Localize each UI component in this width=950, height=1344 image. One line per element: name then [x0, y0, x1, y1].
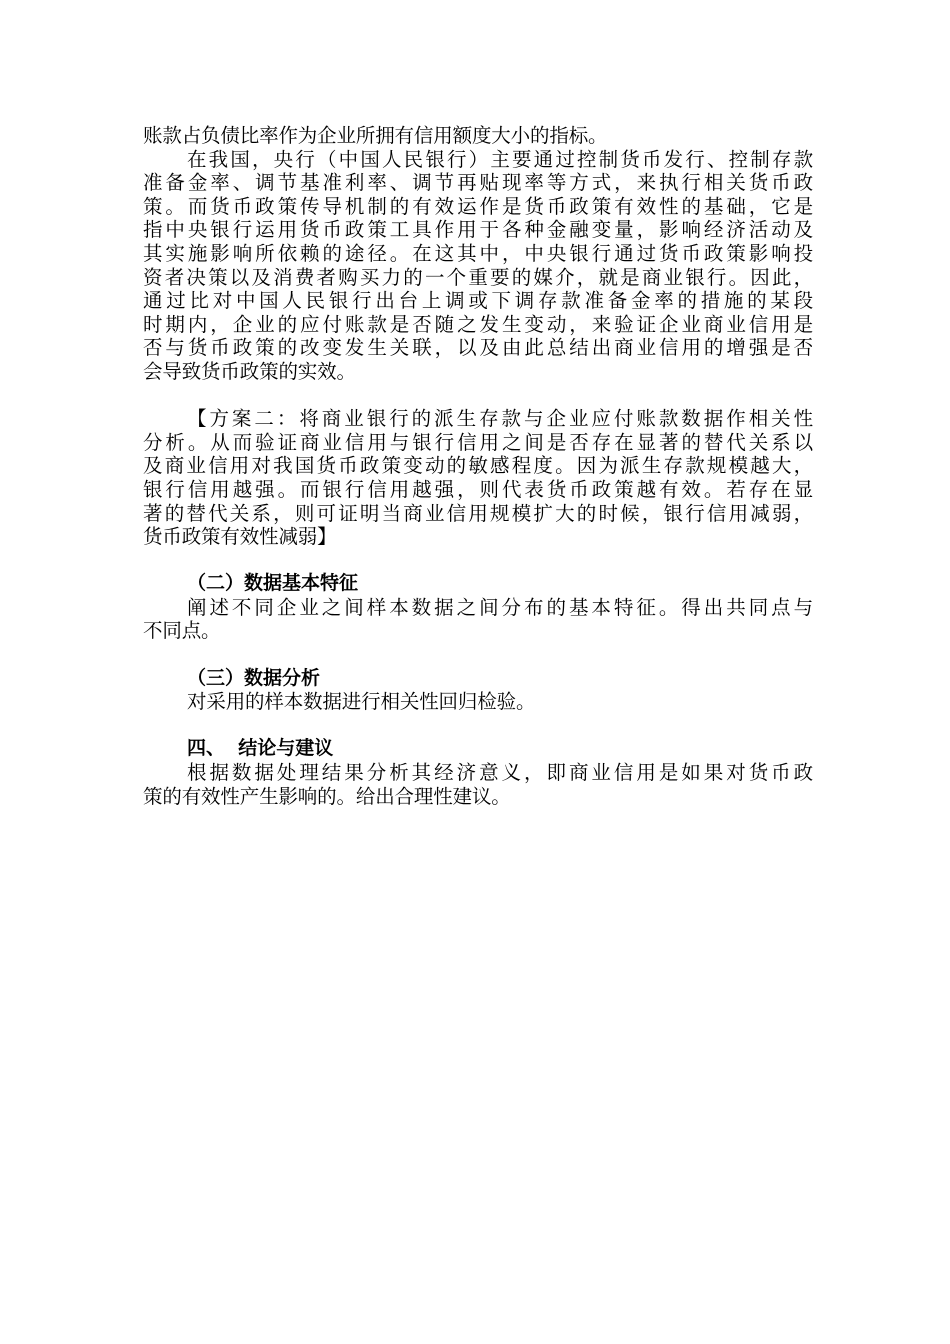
text-line: 策的有效性产生影响的。给出合理性建议。 — [143, 784, 511, 808]
text-line: 否与货币政策的改变发生关联，以及由此总结出商业信用的增强是否 — [143, 336, 813, 360]
text-line: 其实施影响所依赖的途径。在这其中，中央银行通过货币政策影响投 — [143, 241, 813, 265]
section-heading: 四、 结论与建议 — [187, 737, 334, 760]
text-line: 在我国，央行（中国人民银行）主要通过控制货币发行、控制存款 — [187, 147, 813, 171]
paragraph-monetary-policy — [143, 148, 813, 384]
paragraph-gap — [143, 714, 813, 738]
text-line: 资者决策以及消费者购买力的一个重要的媒介，就是商业银行。因此， — [143, 265, 813, 289]
section-heading: （三）数据分析 — [187, 666, 321, 689]
text-line: 阐述不同企业之间样本数据之间分布的基本特征。得出共同点与 — [187, 595, 813, 619]
text-line: 【方案二：将商业银行的派生存款与企业应付账款数据作相关性 — [187, 407, 813, 431]
text-line: 银行信用越强。而银行信用越强，则代表货币政策越有效。若存在显 — [143, 477, 813, 501]
text-line: 根据数据处理结果分析其经济意义，即商业信用是如果对货币政 — [187, 761, 813, 785]
text-line: 著的替代关系，则可证明当商业信用规模扩大的时候，银行信用减弱， — [143, 501, 813, 525]
text-line: 时期内，企业的应付账款是否随之发生变动，来验证企业商业信用是 — [143, 312, 813, 336]
section-data-analysis — [143, 667, 813, 714]
text-line: 分析。从而验证商业信用与银行信用之间是否存在显著的替代关系以 — [143, 430, 813, 454]
text-line: 准备金率、调节基准利率、调节再贴现率等方式，来执行相关货币政 — [143, 171, 813, 195]
text-line: 对采用的样本数据进行相关性回归检验。 — [187, 690, 536, 714]
text-line: 会导致货币政策的实效。 — [143, 359, 356, 383]
text-line: 指中央银行运用货币政策工具作用于各种金融变量，影响经济活动及 — [143, 218, 813, 242]
paragraph-gap — [143, 384, 813, 408]
paragraph-continuation — [143, 124, 813, 148]
section-heading: （二）数据基本特征 — [187, 572, 359, 595]
section-data-features — [143, 572, 813, 643]
document-page — [143, 124, 813, 808]
text-line: 及商业信用对我国货币政策变动的敏感程度。因为派生存款规模越大， — [143, 454, 813, 478]
text-line: 策。而货币政策传导机制的有效运作是货币政策有效性的基础，它是 — [143, 194, 813, 218]
paragraph-gap — [143, 643, 813, 667]
paragraph-plan-two — [143, 407, 813, 549]
text-line: 不同点。 — [143, 619, 221, 643]
text-line: 通过比对中国人民银行出台上调或下调存款准备金率的措施的某段 — [143, 289, 813, 313]
text-line: 货币政策有效性减弱】 — [143, 525, 337, 549]
paragraph-gap — [143, 549, 813, 573]
text-line: 账款占负债比率作为企业所拥有信用额度大小的指标。 — [143, 124, 608, 147]
section-conclusion — [143, 737, 813, 808]
